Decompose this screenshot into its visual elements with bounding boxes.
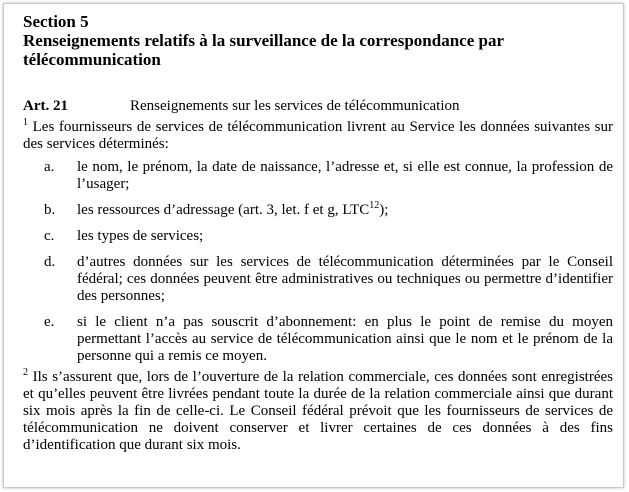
paragraph-2-text: Ils s’assurent que, lors de l’ouverture de la relation commerciale, ces données sont enregistrées et qu’elles peuvent être livrées pendant toute la durée de la relation commerciale ainsi que durant six mois après la fin de celle-ci. Le Conseil fédéral prévoit que les fournisseurs de services de télécommunication ne doivent conserver et livrer certaines de ces données à des fins d’identification que durant six mois.: [23, 369, 613, 453]
list-item-text: les types de services;: [77, 228, 204, 244]
paragraph-2: [23, 369, 613, 454]
section-title: Renseignements relatifs à la surveillance de la correspondance par télécommunication: [23, 31, 504, 69]
data-list: [23, 159, 613, 365]
list-item-text: d’autres données sur les services de télécommunication déterminées par le Conseil fédéral; ces données peuvent être administratives ou techniques ou permettre d’identifier des personnes;: [77, 254, 613, 304]
paragraph-1: [23, 119, 613, 153]
list-item-text-end: );: [379, 202, 389, 218]
list-item-letter: e.: [44, 314, 55, 330]
list-item: [23, 228, 613, 245]
article-heading: [23, 97, 613, 115]
paragraph-1-text: Les fournisseurs de services de télécommunication livrent au Service les données suivantes sur des services déterminés:: [23, 119, 614, 152]
list-item-text: le nom, le prénom, la date de naissance, l’adresse et, si elle est connue, la profession de l’usager;: [77, 159, 613, 192]
list-item: [23, 202, 613, 219]
document-frame: [3, 3, 624, 488]
article-title: Renseignements sur les services de télécommunication: [130, 98, 460, 114]
list-item: [23, 254, 613, 305]
list-item-letter: c.: [44, 228, 55, 244]
list-item-text: [77, 202, 613, 219]
paragraph-1-number: 1: [23, 117, 28, 128]
list-item-letter: a.: [44, 159, 55, 175]
list-item-text: si le client n’a pas souscrit d’abonnement: en plus le point de remise du moyen permettant l’accès au service de télécommunication ainsi que le nom et le prénom de la personne qui a remis ce moyen.: [77, 314, 613, 364]
section-label: Section 5: [23, 12, 89, 31]
list-item: [23, 159, 613, 193]
paragraph-2-number: 2: [23, 367, 28, 378]
footnote-ref-12[interactable]: 12: [369, 200, 380, 211]
list-item: [23, 314, 613, 365]
list-item-letter: d.: [44, 254, 56, 270]
article-number: Art. 21: [23, 98, 68, 114]
list-item-text-start: les ressources d’adressage (art. 3, let. f et g, LTC: [77, 202, 370, 218]
list-item-letter: b.: [44, 202, 56, 218]
document-content: [23, 12, 613, 454]
